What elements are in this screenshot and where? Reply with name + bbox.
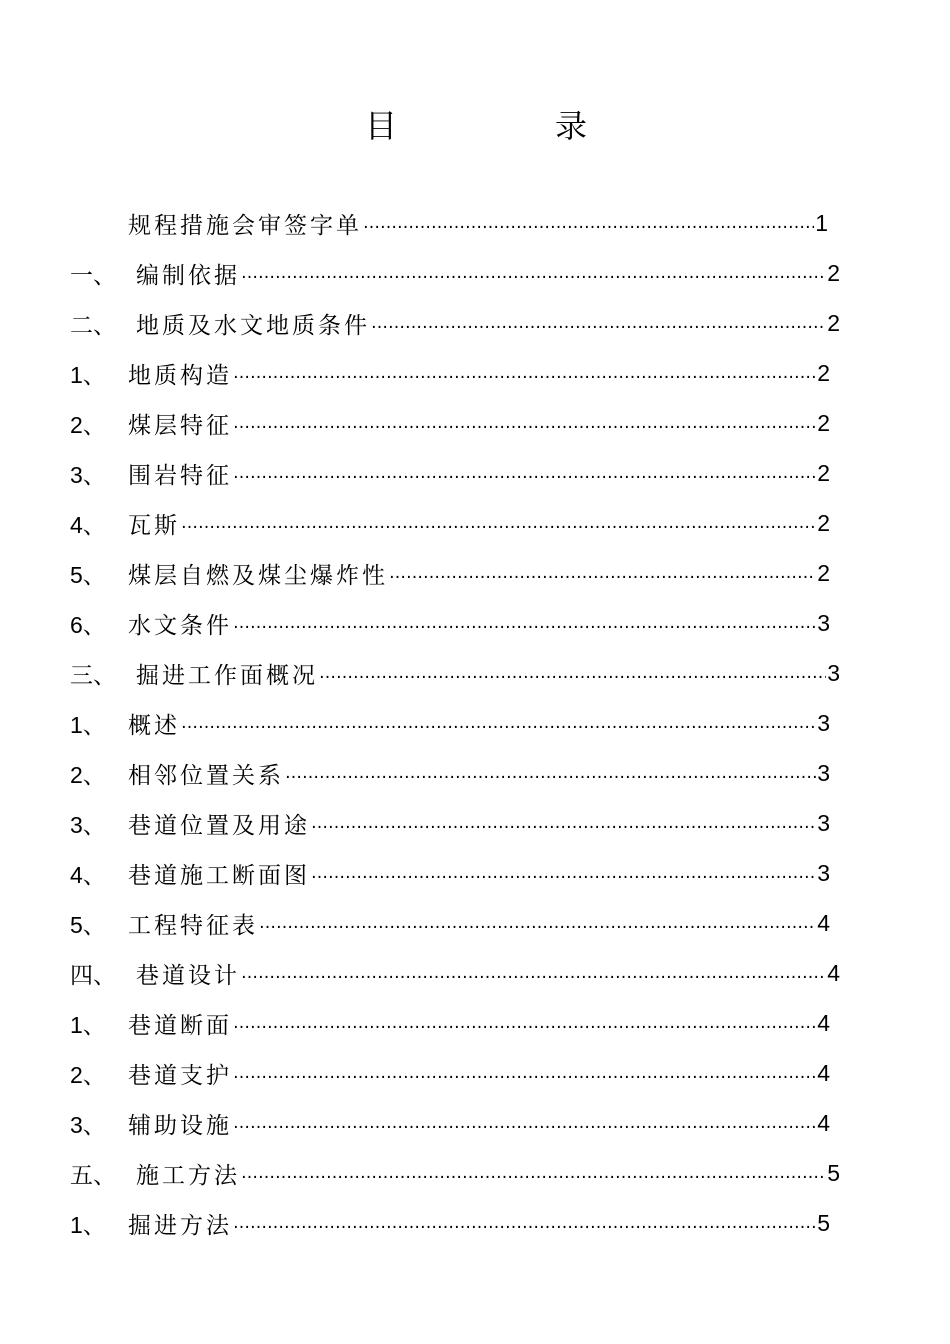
toc-entry-label: 辅助设施 xyxy=(128,1112,232,1139)
toc-entry[interactable] xyxy=(70,903,830,943)
toc-leader-dots xyxy=(311,813,816,833)
toc-entry[interactable] xyxy=(70,403,830,443)
toc-entry-page: 3 xyxy=(817,859,830,886)
toc-leader-dots xyxy=(233,613,816,633)
toc-entry[interactable] xyxy=(70,953,840,993)
toc-leader-dots xyxy=(285,763,816,783)
toc-entry-label: 瓦斯 xyxy=(128,512,180,539)
toc-entry-label: 施工方法 xyxy=(136,1162,240,1189)
toc-entry-label: 概述 xyxy=(128,712,180,739)
toc-leader-dots xyxy=(233,1113,816,1133)
toc-entry-number: 3、 xyxy=(70,1111,106,1138)
toc-leader-dots xyxy=(233,1063,816,1083)
toc-title xyxy=(0,104,950,148)
toc-title-char-2: 录 xyxy=(555,107,588,145)
toc-entry-page: 2 xyxy=(827,309,840,336)
toc-entry[interactable] xyxy=(70,803,830,843)
toc-entry-page: 3 xyxy=(817,809,830,836)
toc-entry-number: 1、 xyxy=(70,1011,106,1038)
toc-entry[interactable] xyxy=(70,853,830,893)
toc-leader-dots xyxy=(319,663,826,683)
toc-leader-dots xyxy=(241,263,826,283)
toc-entry-page: 4 xyxy=(817,1109,830,1136)
toc-entry[interactable] xyxy=(70,753,830,793)
toc-entry[interactable] xyxy=(70,553,830,593)
toc-entry-number: 一、 xyxy=(70,261,116,288)
toc-entry-label: 水文条件 xyxy=(128,612,232,639)
toc-entry-label: 巷道施工断面图 xyxy=(128,862,310,889)
toc-entry-label: 巷道设计 xyxy=(136,962,240,989)
toc-entry-number: 1、 xyxy=(70,711,106,738)
toc-entry-number: 2、 xyxy=(70,761,106,788)
toc-entry-page: 3 xyxy=(827,659,840,686)
toc-entry-page: 2 xyxy=(817,509,830,536)
toc-leader-dots xyxy=(389,563,816,583)
toc-entry[interactable] xyxy=(70,653,840,693)
toc-leader-dots xyxy=(259,913,816,933)
toc-entry-page: 4 xyxy=(817,1009,830,1036)
toc-leader-dots xyxy=(233,1213,816,1233)
toc-entry-page: 3 xyxy=(817,709,830,736)
toc-entry-label: 工程特征表 xyxy=(128,912,258,939)
toc-entry-number: 3、 xyxy=(70,461,106,488)
toc-entry-page: 3 xyxy=(817,759,830,786)
toc-leader-dots xyxy=(233,413,816,433)
toc-entry-page: 3 xyxy=(817,609,830,636)
toc-entry[interactable] xyxy=(128,203,828,243)
toc-entry-page: 4 xyxy=(827,959,840,986)
toc-entry[interactable] xyxy=(70,1003,830,1043)
toc-entry-label: 巷道断面 xyxy=(128,1012,232,1039)
toc-entry-page: 4 xyxy=(817,909,830,936)
toc-entry-number: 3、 xyxy=(70,811,106,838)
toc-entry-page: 2 xyxy=(827,259,840,286)
toc-entry-number: 6、 xyxy=(70,611,106,638)
toc-entry-number: 5、 xyxy=(70,911,106,938)
toc-entry[interactable] xyxy=(70,303,840,343)
toc-leader-dots xyxy=(371,313,826,333)
toc-leader-dots xyxy=(311,863,816,883)
toc-entry[interactable] xyxy=(70,453,830,493)
toc-leader-dots xyxy=(233,463,816,483)
toc-entry-page: 2 xyxy=(817,359,830,386)
toc-entry-label: 煤层自燃及煤尘爆炸性 xyxy=(128,562,388,589)
toc-entry-label: 巷道位置及用途 xyxy=(128,812,310,839)
toc-entry-page: 5 xyxy=(827,1159,840,1186)
toc-entry-label: 掘进工作面概况 xyxy=(136,662,318,689)
toc-entry-page: 1 xyxy=(815,209,828,236)
toc-entry-page: 2 xyxy=(817,559,830,586)
toc-entry-page: 4 xyxy=(817,1059,830,1086)
toc-entry-label: 煤层特征 xyxy=(128,412,232,439)
toc-entry-label: 围岩特征 xyxy=(128,462,232,489)
toc-leader-dots xyxy=(241,1163,826,1183)
toc-entry-number: 二、 xyxy=(70,311,116,338)
toc-entry-number: 4、 xyxy=(70,511,106,538)
toc-entry[interactable] xyxy=(70,1053,830,1093)
toc-entry[interactable] xyxy=(70,703,830,743)
toc-entry-label: 规程措施会审签字单 xyxy=(128,212,362,239)
toc-entry-label: 掘进方法 xyxy=(128,1212,232,1239)
toc-entry[interactable] xyxy=(70,603,830,643)
toc-entry-number: 四、 xyxy=(70,961,116,988)
toc-entry[interactable] xyxy=(70,253,840,293)
toc-leader-dots xyxy=(233,363,816,383)
toc-entry[interactable] xyxy=(70,1153,840,1193)
toc-entry-label: 地质构造 xyxy=(128,362,232,389)
toc-entry-number: 5、 xyxy=(70,561,106,588)
toc-entry-number: 1、 xyxy=(70,1211,106,1238)
toc-entry-label: 相邻位置关系 xyxy=(128,762,284,789)
toc-leader-dots xyxy=(241,963,826,983)
toc-entry[interactable] xyxy=(70,1203,830,1243)
toc-entry-number: 1、 xyxy=(70,361,106,388)
toc-leader-dots xyxy=(181,513,816,533)
toc-entry-label: 编制依据 xyxy=(136,262,240,289)
toc-entry-number: 五、 xyxy=(70,1161,116,1188)
toc-entry-page: 5 xyxy=(817,1209,830,1236)
toc-leader-dots xyxy=(233,1013,816,1033)
toc-entry[interactable] xyxy=(70,503,830,543)
toc-entry-number: 4、 xyxy=(70,861,106,888)
toc-entry-number: 三、 xyxy=(70,661,116,688)
toc-entry-number: 2、 xyxy=(70,411,106,438)
toc-entry-page: 2 xyxy=(817,409,830,436)
toc-entry[interactable] xyxy=(70,353,830,393)
toc-entry-label: 地质及水文地质条件 xyxy=(136,312,370,339)
toc-entry-number: 2、 xyxy=(70,1061,106,1088)
toc-title-char-1: 目 xyxy=(365,107,398,145)
toc-leader-dots xyxy=(181,713,816,733)
toc-entry[interactable] xyxy=(70,1103,830,1143)
toc-leader-dots xyxy=(363,213,814,233)
toc-entry-label: 巷道支护 xyxy=(128,1062,232,1089)
toc-entry-page: 2 xyxy=(817,459,830,486)
